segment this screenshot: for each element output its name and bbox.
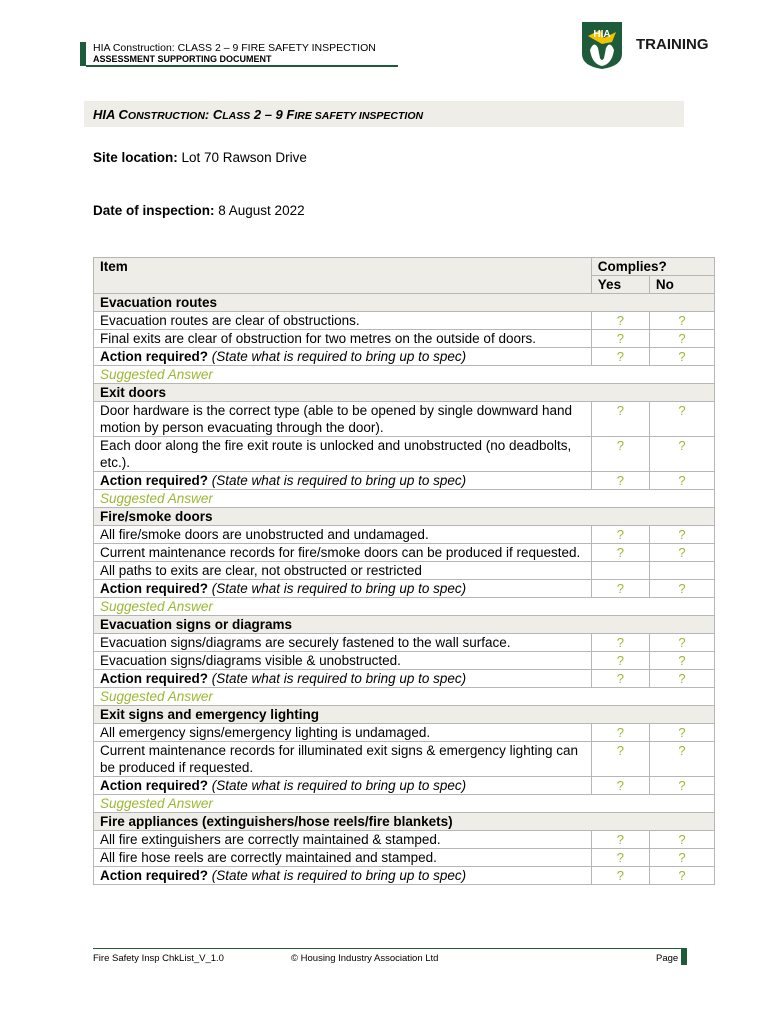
yes-answer[interactable]: ? xyxy=(591,777,649,795)
header-rule xyxy=(86,65,398,67)
no-answer[interactable]: ? xyxy=(649,867,714,885)
item-text: Current maintenance records for illuminated exit signs & emergency lighting can be produced if requested. xyxy=(94,742,592,777)
item-text: Evacuation signs/diagrams are securely fastened to the wall surface. xyxy=(94,634,592,652)
section-header-row xyxy=(94,813,715,831)
yes-answer[interactable]: ? xyxy=(591,670,649,688)
action-required-text: Action required? (State what is required to bring up to spec) xyxy=(94,348,592,366)
inspection-date-label: Date of inspection: xyxy=(93,203,215,218)
page-title: HIA CONSTRUCTION: CLASS 2 – 9 FIRE SAFETY INSPECTION xyxy=(93,107,424,122)
no-answer[interactable]: ? xyxy=(649,348,714,366)
item-text: All paths to exits are clear, not obstructed or restricted xyxy=(94,562,592,580)
section-title: Exit doors xyxy=(94,384,715,402)
table-row xyxy=(94,312,715,330)
hia-logo-icon xyxy=(580,20,624,70)
action-required-text: Action required? (State what is required to bring up to spec) xyxy=(94,670,592,688)
suggested-answer-field[interactable]: Suggested Answer xyxy=(94,490,715,508)
action-required-row xyxy=(94,580,715,598)
section-header-row xyxy=(94,384,715,402)
footer-rule xyxy=(93,948,681,949)
suggested-answer-row xyxy=(94,366,715,384)
section-title: Evacuation signs or diagrams xyxy=(94,616,715,634)
logo-text: HIA xyxy=(593,29,611,40)
site-location-label: Site location: xyxy=(93,150,178,165)
yes-answer[interactable]: ? xyxy=(591,526,649,544)
section-title: Fire appliances (extinguishers/hose reels/fire blankets) xyxy=(94,813,715,831)
section-header-row xyxy=(94,508,715,526)
action-required-row xyxy=(94,670,715,688)
col-header-complies: Complies? xyxy=(591,258,714,276)
yes-answer[interactable]: ? xyxy=(591,544,649,562)
item-text: Evacuation routes are clear of obstructions. xyxy=(94,312,592,330)
yes-answer[interactable]: ? xyxy=(591,724,649,742)
item-text: Each door along the fire exit route is unlocked and unobstructed (no deadbolts, etc.). xyxy=(94,437,592,472)
section-title: Evacuation routes xyxy=(94,294,715,312)
yes-answer[interactable]: ? xyxy=(591,831,649,849)
no-answer[interactable]: ? xyxy=(649,330,714,348)
footer-copyright: © Housing Industry Association Ltd xyxy=(291,953,439,964)
table-row xyxy=(94,849,715,867)
col-header-item: Item xyxy=(94,258,592,294)
section-title: Fire/smoke doors xyxy=(94,508,715,526)
site-location-field xyxy=(93,150,307,165)
inspection-date-field xyxy=(93,203,305,218)
table-row xyxy=(94,831,715,849)
yes-answer[interactable]: ? xyxy=(591,742,649,777)
yes-answer[interactable]: ? xyxy=(591,312,649,330)
no-answer[interactable]: ? xyxy=(649,437,714,472)
col-header-no: No xyxy=(649,276,714,294)
suggested-answer-row xyxy=(94,795,715,813)
table-header-row xyxy=(94,258,715,276)
suggested-answer-field[interactable]: Suggested Answer xyxy=(94,688,715,706)
suggested-answer-field[interactable]: Suggested Answer xyxy=(94,366,715,384)
footer-page-label: Page xyxy=(656,953,679,964)
suggested-answer-row xyxy=(94,598,715,616)
inspection-checklist-table xyxy=(93,257,715,885)
suggested-answer-field[interactable]: Suggested Answer xyxy=(94,598,715,616)
page-title-box xyxy=(84,101,684,127)
action-required-text: Action required? (State what is required to bring up to spec) xyxy=(94,867,592,885)
item-text: Final exits are clear of obstruction for two metres on the outside of doors. xyxy=(94,330,592,348)
header-accent-bar xyxy=(80,42,86,66)
action-required-text: Action required? (State what is required to bring up to spec) xyxy=(94,472,592,490)
no-answer[interactable]: ? xyxy=(649,544,714,562)
action-required-row xyxy=(94,777,715,795)
yes-answer[interactable]: ? xyxy=(591,330,649,348)
header-document-title: HIA Construction: CLASS 2 – 9 FIRE SAFETY INSPECTION xyxy=(93,42,376,54)
item-text: Current maintenance records for fire/smoke doors can be produced if requested. xyxy=(94,544,592,562)
section-header-row xyxy=(94,616,715,634)
action-required-text: Action required? (State what is required to bring up to spec) xyxy=(94,580,592,598)
yes-answer[interactable]: ? xyxy=(591,348,649,366)
no-answer[interactable]: ? xyxy=(649,724,714,742)
yes-answer[interactable]: ? xyxy=(591,849,649,867)
table-row xyxy=(94,652,715,670)
footer-accent-bar xyxy=(681,948,687,965)
item-text: All fire/smoke doors are unobstructed and undamaged. xyxy=(94,526,592,544)
action-required-text: Action required? (State what is required to bring up to spec) xyxy=(94,777,592,795)
header-document-subtitle: ASSESSMENT SUPPORTING DOCUMENT xyxy=(93,54,272,64)
item-text: All fire extinguishers are correctly maintained & stamped. xyxy=(94,831,592,849)
no-answer[interactable]: ? xyxy=(649,742,714,777)
no-answer[interactable]: ? xyxy=(649,652,714,670)
no-answer[interactable]: ? xyxy=(649,526,714,544)
suggested-answer-row xyxy=(94,490,715,508)
no-answer[interactable]: ? xyxy=(649,670,714,688)
yes-answer[interactable]: ? xyxy=(591,402,649,437)
yes-answer-empty[interactable] xyxy=(591,562,649,580)
table-row xyxy=(94,634,715,652)
no-answer[interactable]: ? xyxy=(649,402,714,437)
item-text: All emergency signs/emergency lighting is undamaged. xyxy=(94,724,592,742)
yes-answer[interactable]: ? xyxy=(591,580,649,598)
yes-answer[interactable]: ? xyxy=(591,652,649,670)
item-text: All fire hose reels are correctly maintained and stamped. xyxy=(94,849,592,867)
no-answer[interactable]: ? xyxy=(649,849,714,867)
yes-answer[interactable]: ? xyxy=(591,437,649,472)
table-row xyxy=(94,526,715,544)
section-title: Exit signs and emergency lighting xyxy=(94,706,715,724)
site-location-value: Lot 70 Rawson Drive xyxy=(177,150,307,165)
inspection-date-value: 8 August 2022 xyxy=(214,203,305,218)
no-answer[interactable]: ? xyxy=(649,312,714,330)
section-header-row xyxy=(94,706,715,724)
action-required-row xyxy=(94,867,715,885)
yes-answer[interactable]: ? xyxy=(591,634,649,652)
item-text: Evacuation signs/diagrams visible & unobstructed. xyxy=(94,652,592,670)
brand-training-label: TRAINING xyxy=(636,36,709,53)
table-row xyxy=(94,724,715,742)
table-row xyxy=(94,742,715,777)
footer-document-code: Fire Safety Insp ChkList_V_1.0 xyxy=(93,953,224,964)
no-answer[interactable]: ? xyxy=(649,777,714,795)
no-answer[interactable]: ? xyxy=(649,831,714,849)
table-row xyxy=(94,330,715,348)
table-row xyxy=(94,402,715,437)
yes-answer[interactable]: ? xyxy=(591,472,649,490)
table-row xyxy=(94,562,715,580)
item-text: Door hardware is the correct type (able to be opened by single downward hand motion by person evacuating through the door). xyxy=(94,402,592,437)
suggested-answer-field[interactable]: Suggested Answer xyxy=(94,795,715,813)
yes-answer[interactable]: ? xyxy=(591,867,649,885)
col-header-yes: Yes xyxy=(591,276,649,294)
no-answer-empty[interactable] xyxy=(649,562,714,580)
section-header-row xyxy=(94,294,715,312)
no-answer[interactable]: ? xyxy=(649,580,714,598)
action-required-row xyxy=(94,348,715,366)
action-required-row xyxy=(94,472,715,490)
table-row xyxy=(94,544,715,562)
no-answer[interactable]: ? xyxy=(649,634,714,652)
suggested-answer-row xyxy=(94,688,715,706)
no-answer[interactable]: ? xyxy=(649,472,714,490)
table-row xyxy=(94,437,715,472)
